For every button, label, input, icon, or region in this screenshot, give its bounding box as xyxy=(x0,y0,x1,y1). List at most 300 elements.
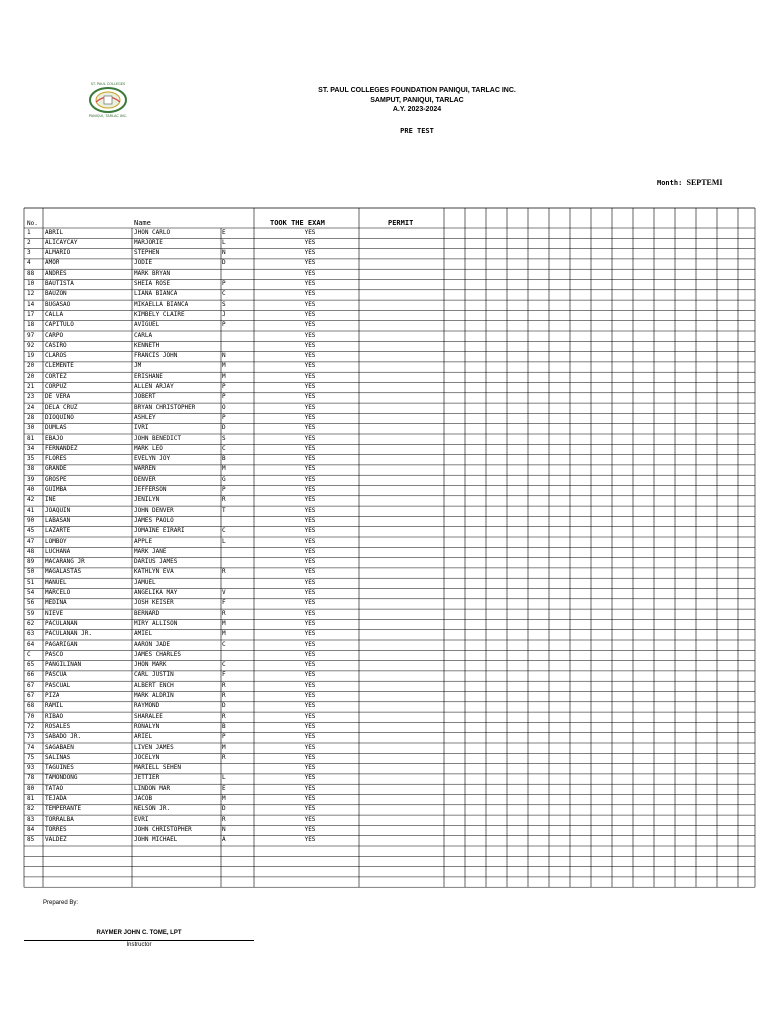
cell-firstname: JOSH KEISER xyxy=(134,599,174,607)
cell-surname: PIZA xyxy=(45,692,60,699)
cell-firstname: ERISHANE xyxy=(134,372,163,380)
cell-mi: P xyxy=(222,321,226,329)
cell-firstname: LIANA BIANCA xyxy=(134,290,178,298)
cell-took: YES xyxy=(304,506,316,514)
cell-no: 34 xyxy=(27,444,35,452)
cell-mi: N xyxy=(222,352,226,360)
cell-took: YES xyxy=(304,413,316,421)
cell-took: YES xyxy=(304,650,316,658)
cell-no: 10 xyxy=(27,280,35,287)
cell-mi: P xyxy=(222,383,226,390)
cell-firstname: JAMUEL xyxy=(134,578,156,586)
cell-took: YES xyxy=(304,702,316,710)
cell-took: YES xyxy=(304,475,316,483)
cell-mi: N xyxy=(222,249,226,257)
cell-surname: PAGARIGAN xyxy=(45,640,78,648)
cell-took: YES xyxy=(304,630,316,638)
cell-surname: ABRIL xyxy=(45,228,64,236)
logo-top-text: ST. PAUL COLLEGES xyxy=(90,82,126,86)
instructor-role: Instructor xyxy=(126,942,152,948)
cell-no: 20 xyxy=(27,362,35,370)
cell-no: 80 xyxy=(27,784,35,792)
cell-no: 59 xyxy=(27,609,35,617)
cell-surname: MEDINA xyxy=(45,599,67,607)
cell-took: YES xyxy=(304,496,316,504)
cell-surname: LUCHANA xyxy=(45,547,71,555)
cell-no: 17 xyxy=(27,310,35,318)
academic-year: A.Y. 2023-2024 xyxy=(392,106,442,113)
cell-surname: CORPUZ xyxy=(45,383,67,390)
cell-took: YES xyxy=(304,671,316,679)
cell-mi: C xyxy=(222,640,226,648)
cell-surname: DIOQUINO xyxy=(45,413,74,421)
cell-no: 50 xyxy=(27,568,35,576)
cell-no: 72 xyxy=(27,722,35,730)
cell-mi: A xyxy=(222,836,226,844)
cell-firstname: LIVEN JAMES xyxy=(134,743,174,751)
cell-surname: JOAQUIN xyxy=(45,506,71,514)
cell-took: YES xyxy=(304,486,316,493)
cell-no: 93 xyxy=(27,764,35,772)
cell-mi: J xyxy=(222,310,226,318)
cell-no: 42 xyxy=(27,496,35,504)
cell-firstname: JODIE xyxy=(134,259,153,267)
cell-took: YES xyxy=(304,568,316,576)
cell-took: YES xyxy=(304,774,316,782)
cell-firstname: JACOB xyxy=(134,795,153,802)
cell-no: 89 xyxy=(27,558,35,566)
cell-surname: INE xyxy=(45,496,56,504)
cell-mi: R xyxy=(222,609,226,617)
cell-took: YES xyxy=(304,259,316,267)
cell-no: 24 xyxy=(27,403,35,411)
cell-mi: C xyxy=(222,290,226,298)
cell-mi: L xyxy=(222,537,226,545)
cell-no: 81 xyxy=(27,434,35,442)
cell-surname: ANDRES xyxy=(45,269,67,277)
cell-mi: C xyxy=(222,444,226,452)
cell-surname: PASCUA xyxy=(45,671,67,679)
cell-no: 73 xyxy=(27,733,35,741)
cell-firstname: MARK ALDRIN xyxy=(134,692,174,699)
cell-took: YES xyxy=(304,692,316,699)
cell-took: YES xyxy=(304,558,316,566)
cell-firstname: JETTIER xyxy=(134,774,160,782)
cell-no: 35 xyxy=(27,455,35,463)
cell-mi: P xyxy=(222,393,226,401)
cell-no: 92 xyxy=(27,341,35,349)
cell-firstname: ALLEN ARJAY xyxy=(134,383,174,390)
cell-no: 14 xyxy=(27,300,35,308)
cell-firstname: DENVER xyxy=(134,475,156,483)
cell-no: 21 xyxy=(27,383,35,390)
cell-mi: R xyxy=(222,496,226,504)
cell-took: YES xyxy=(304,331,316,339)
instructor-name: RAYMER JOHN C. TOME, LPT xyxy=(96,930,182,936)
cell-no: 88 xyxy=(27,269,35,277)
cell-mi: E xyxy=(222,784,226,792)
cell-no: 23 xyxy=(27,393,35,401)
cell-took: YES xyxy=(304,516,316,524)
cell-surname: GUIMBA xyxy=(45,486,67,493)
cell-firstname: JOHN BENEDICT xyxy=(134,434,181,442)
cell-mi: P xyxy=(222,280,226,287)
cell-firstname: JHON CARLO xyxy=(134,228,171,236)
cell-firstname: MARK JANE xyxy=(134,547,167,555)
cell-mi: L xyxy=(222,238,226,246)
cell-firstname: ASHLEY xyxy=(134,413,156,421)
cell-firstname: RAYMOND xyxy=(134,702,160,710)
cell-surname: AMOR xyxy=(45,259,60,267)
cell-no: 68 xyxy=(27,702,35,710)
cell-no: 74 xyxy=(27,743,35,751)
cell-surname: TEMPERANTE xyxy=(45,805,82,813)
cell-took: YES xyxy=(304,310,316,318)
cell-firstname: ARIEL xyxy=(134,733,153,741)
cell-mi: P xyxy=(222,733,226,741)
cell-no: 4 xyxy=(27,259,31,267)
cell-no: 63 xyxy=(27,630,35,638)
cell-mi: B xyxy=(222,722,226,730)
cell-mi: D xyxy=(222,702,226,710)
cell-took: YES xyxy=(304,836,316,844)
cell-surname: PACULANAN JR. xyxy=(45,630,92,638)
cell-mi: C xyxy=(222,527,226,535)
cell-no: 64 xyxy=(27,640,35,648)
cell-surname: VALDEZ xyxy=(45,836,67,844)
cell-no: 97 xyxy=(27,331,35,339)
month-value: SEPTEMI xyxy=(686,178,723,187)
cell-took: YES xyxy=(304,547,316,555)
cell-surname: EBAJO xyxy=(45,434,64,442)
cell-no: 85 xyxy=(27,836,35,844)
cell-took: YES xyxy=(304,238,316,246)
cell-firstname: MARIELL SEHEN xyxy=(134,764,181,772)
cell-no: 39 xyxy=(27,475,35,483)
cell-surname: RAMIL xyxy=(45,702,64,710)
cell-took: YES xyxy=(304,269,316,277)
cell-surname: PACULANAN xyxy=(45,619,78,627)
cell-mi: N xyxy=(222,825,226,833)
cell-no: 70 xyxy=(27,712,35,720)
cell-took: YES xyxy=(304,393,316,401)
cell-surname: ALICAYCAY xyxy=(45,238,78,246)
cell-took: YES xyxy=(304,815,316,823)
cell-firstname: JOMAINE EIRARI xyxy=(134,527,185,535)
cell-no: 66 xyxy=(27,671,35,679)
cell-firstname: STEPHEN xyxy=(134,249,160,257)
cell-took: YES xyxy=(304,825,316,833)
cell-took: YES xyxy=(304,300,316,308)
cell-surname: MACARANG JR xyxy=(45,558,85,566)
cell-firstname: IVRI xyxy=(134,424,149,432)
cell-no: 18 xyxy=(27,321,35,329)
cell-surname: LAZARTE xyxy=(45,527,71,535)
cell-took: YES xyxy=(304,661,316,669)
cell-took: YES xyxy=(304,640,316,648)
cell-mi: R xyxy=(222,568,226,576)
cell-mi: F xyxy=(222,671,226,679)
cell-mi: R xyxy=(222,681,226,689)
cell-no: 56 xyxy=(27,599,35,607)
cell-firstname: FRANCIS JOHN xyxy=(134,352,178,360)
cell-took: YES xyxy=(304,321,316,329)
cell-took: YES xyxy=(304,228,316,236)
cell-mi: M xyxy=(222,362,226,370)
cell-surname: PASCUAL xyxy=(45,681,71,689)
header-permit: PERMIT xyxy=(388,219,414,227)
cell-took: YES xyxy=(304,280,316,287)
cell-mi: L xyxy=(222,774,226,782)
cell-surname: CLEMENTE xyxy=(45,362,74,370)
cell-firstname: APPLE xyxy=(134,537,153,545)
cell-firstname: KIMBELY CLAIRE xyxy=(134,310,185,318)
cell-took: YES xyxy=(304,681,316,689)
prepared-by-label: Prepared By: xyxy=(43,900,79,906)
cell-surname: PANGILINAN xyxy=(45,661,82,669)
cell-no: 12 xyxy=(27,290,35,298)
cell-surname: BAUTISTA xyxy=(45,280,74,287)
cell-no: 67 xyxy=(27,692,35,699)
cell-firstname: JAMES PAOLO xyxy=(134,516,174,524)
cell-surname: CALLA xyxy=(45,310,64,318)
cell-firstname: CARL JUSTIN xyxy=(134,671,174,679)
cell-firstname: AVIGUEL xyxy=(134,321,160,329)
cell-firstname: KENNETH xyxy=(134,341,160,349)
cell-no: 47 xyxy=(27,537,35,545)
cell-surname: PASCO xyxy=(45,650,64,658)
cell-surname: FERNANDEZ xyxy=(45,444,78,452)
cell-surname: BUGASAO xyxy=(45,300,71,308)
cell-surname: RIBAO xyxy=(45,712,64,720)
cell-no: 48 xyxy=(27,547,35,555)
cell-mi: R xyxy=(222,815,226,823)
cell-took: YES xyxy=(304,722,316,730)
cell-firstname: NELSON JR. xyxy=(134,805,171,813)
cell-firstname: KATHLYN EVA xyxy=(134,568,174,576)
cell-mi: V xyxy=(222,589,226,596)
cell-took: YES xyxy=(304,578,316,586)
school-address: SAMPUT, PANIQUI, TARLAC xyxy=(370,97,464,104)
cell-mi: O xyxy=(222,403,226,411)
cell-surname: DELA CRUZ xyxy=(45,403,78,411)
cell-firstname: JOCELYN xyxy=(134,753,160,761)
cell-no: 83 xyxy=(27,815,35,823)
cell-surname: DE VERA xyxy=(45,393,71,401)
cell-firstname: AMIEL xyxy=(134,630,153,638)
cell-firstname: RONALYN xyxy=(134,722,160,730)
cell-mi: R xyxy=(222,753,226,761)
cell-firstname: MARK BRYAN xyxy=(134,269,171,277)
cell-took: YES xyxy=(304,764,316,772)
cell-surname: GRANDE xyxy=(45,465,67,473)
cell-took: YES xyxy=(304,362,316,370)
cell-firstname: JOHN MICHAEL xyxy=(134,836,178,844)
cell-no: 40 xyxy=(27,486,35,493)
cell-took: YES xyxy=(304,455,316,463)
cell-took: YES xyxy=(304,537,316,545)
cell-took: YES xyxy=(304,599,316,607)
cell-took: YES xyxy=(304,434,316,442)
cell-surname: GROSPE xyxy=(45,475,67,483)
cell-took: YES xyxy=(304,372,316,380)
cell-took: YES xyxy=(304,465,316,473)
cell-took: YES xyxy=(304,424,316,432)
cell-firstname: JOBERT xyxy=(134,393,156,401)
cell-surname: SABADO JR. xyxy=(45,733,82,741)
header-no: No. xyxy=(27,220,38,227)
cell-took: YES xyxy=(304,712,316,720)
cell-surname: DUMLAS xyxy=(45,424,67,432)
cell-firstname: JEFFERSON xyxy=(134,486,167,493)
cell-no: 67 xyxy=(27,681,35,689)
cell-firstname: MIRY ALLISON xyxy=(134,619,178,627)
cell-no: 3 xyxy=(27,249,31,257)
cell-firstname: EVELYN JOY xyxy=(134,455,171,463)
cell-surname: TAMONDONG xyxy=(45,774,78,782)
cell-surname: TORRES xyxy=(45,825,67,833)
cell-mi: T xyxy=(222,506,226,514)
cell-mi: F xyxy=(222,599,226,607)
cell-firstname: JAMES CHARLES xyxy=(134,650,181,658)
cell-mi: P xyxy=(222,486,226,493)
cell-surname: ALMARIO xyxy=(45,249,71,257)
cell-surname: TORRALBA xyxy=(45,815,74,823)
cell-surname: FLORES xyxy=(45,455,67,463)
cell-surname: LOMBOY xyxy=(45,537,67,545)
cell-mi: S xyxy=(222,300,226,308)
cell-surname: CARPO xyxy=(45,331,64,339)
cell-mi: M xyxy=(222,630,226,638)
cell-firstname: MARJORIE xyxy=(134,238,163,246)
header-name: Name xyxy=(134,219,151,227)
cell-firstname: JOHN DENVER xyxy=(134,506,174,514)
cell-surname: NIEVE xyxy=(45,609,64,617)
cell-no: 19 xyxy=(27,352,35,360)
cell-took: YES xyxy=(304,609,316,617)
cell-took: YES xyxy=(304,733,316,741)
cell-mi: M xyxy=(222,743,226,751)
cell-took: YES xyxy=(304,743,316,751)
cell-no: 82 xyxy=(27,805,35,813)
cell-surname: BAUZON xyxy=(45,290,67,298)
cell-took: YES xyxy=(304,249,316,257)
cell-firstname: AARON JADE xyxy=(134,640,171,648)
cell-no: C xyxy=(27,650,31,658)
school-name: ST. PAUL COLLEGES FOUNDATION PANIQUI, TARLAC INC. xyxy=(318,87,516,94)
cell-no: 45 xyxy=(27,527,35,535)
cell-firstname: MIKAELLA BIANCA xyxy=(134,300,189,308)
cell-took: YES xyxy=(304,589,316,596)
cell-mi: S xyxy=(222,434,226,442)
cell-surname: ROSALES xyxy=(45,722,71,730)
cell-mi: R xyxy=(222,712,226,720)
cell-surname: LABASAN xyxy=(45,516,71,524)
cell-surname: TAGUINES xyxy=(45,764,74,772)
cell-took: YES xyxy=(304,403,316,411)
cell-took: YES xyxy=(304,290,316,298)
cell-no: 75 xyxy=(27,753,35,761)
cell-surname: MANUEL xyxy=(45,578,67,586)
cell-mi: M xyxy=(222,795,226,802)
cell-mi: D xyxy=(222,805,226,813)
logo-bottom-text: PANIQUI, TARLAC INC. xyxy=(88,114,128,118)
cell-firstname: WARREN xyxy=(134,465,156,473)
header-took-exam: TOOK THE EXAM xyxy=(270,219,325,227)
cell-no: 2 xyxy=(27,238,31,246)
cell-firstname: SHARALEE xyxy=(134,712,163,720)
cell-mi: G xyxy=(222,475,226,483)
cell-mi: M xyxy=(222,619,226,627)
cell-firstname: JOHN CHRISTOPHER xyxy=(134,825,192,833)
cell-firstname: DARIUS JAMES xyxy=(134,558,178,566)
cell-surname: CAPITULO xyxy=(45,321,74,329)
cell-firstname: ALBERT ENCH xyxy=(134,681,174,689)
cell-no: 41 xyxy=(27,506,35,514)
cell-no: 51 xyxy=(27,578,35,586)
cell-took: YES xyxy=(304,784,316,792)
cell-no: 54 xyxy=(27,589,35,596)
cell-surname: SALINAS xyxy=(45,753,71,761)
cell-no: 90 xyxy=(27,516,35,524)
cell-no: 20 xyxy=(27,372,35,380)
cell-took: YES xyxy=(304,753,316,761)
cell-firstname: BERNARD xyxy=(134,609,160,617)
cell-firstname: LINDON MAR xyxy=(134,784,171,792)
cell-mi: E xyxy=(222,228,226,236)
cell-firstname: JM xyxy=(134,362,142,370)
cell-took: YES xyxy=(304,619,316,627)
cell-took: YES xyxy=(304,527,316,535)
cell-surname: MAGALASTAS xyxy=(45,568,82,576)
cell-mi: P xyxy=(222,413,226,421)
cell-firstname: MARK LEO xyxy=(134,444,163,452)
cell-firstname: BRYAN CHRISTOPHER xyxy=(134,403,196,411)
cell-surname: CLAROS xyxy=(45,352,67,360)
cell-no: 38 xyxy=(27,465,35,473)
cell-firstname: EVRI xyxy=(134,815,149,823)
cell-took: YES xyxy=(304,795,316,802)
cell-mi: B xyxy=(222,455,226,463)
cell-no: 30 xyxy=(27,424,35,432)
cell-no: 81 xyxy=(27,795,35,802)
signature-line xyxy=(24,940,254,941)
cell-mi: D xyxy=(222,424,226,432)
cell-mi: C xyxy=(222,661,226,669)
cell-surname: CORTEZ xyxy=(45,372,67,380)
cell-mi: M xyxy=(222,465,226,473)
cell-surname: MARCELO xyxy=(45,589,71,596)
cell-surname: CASIRO xyxy=(45,341,67,349)
cell-took: YES xyxy=(304,341,316,349)
cell-mi: M xyxy=(222,372,226,380)
cell-no: 65 xyxy=(27,661,35,669)
cell-no: 62 xyxy=(27,619,35,627)
cell-firstname: SHEIA ROSE xyxy=(134,280,171,287)
cell-took: YES xyxy=(304,352,316,360)
cell-took: YES xyxy=(304,444,316,452)
cell-no: 28 xyxy=(27,413,35,421)
cell-firstname: JENILYN xyxy=(134,496,160,504)
cell-mi: R xyxy=(222,692,226,699)
cell-surname: TEJADA xyxy=(45,795,67,802)
cell-no: 84 xyxy=(27,825,35,833)
page-title: PRE TEST xyxy=(400,127,434,135)
cell-firstname: JHON MARK xyxy=(134,661,167,669)
cell-mi: D xyxy=(222,259,226,267)
cell-took: YES xyxy=(304,805,316,813)
cell-no: 78 xyxy=(27,774,35,782)
